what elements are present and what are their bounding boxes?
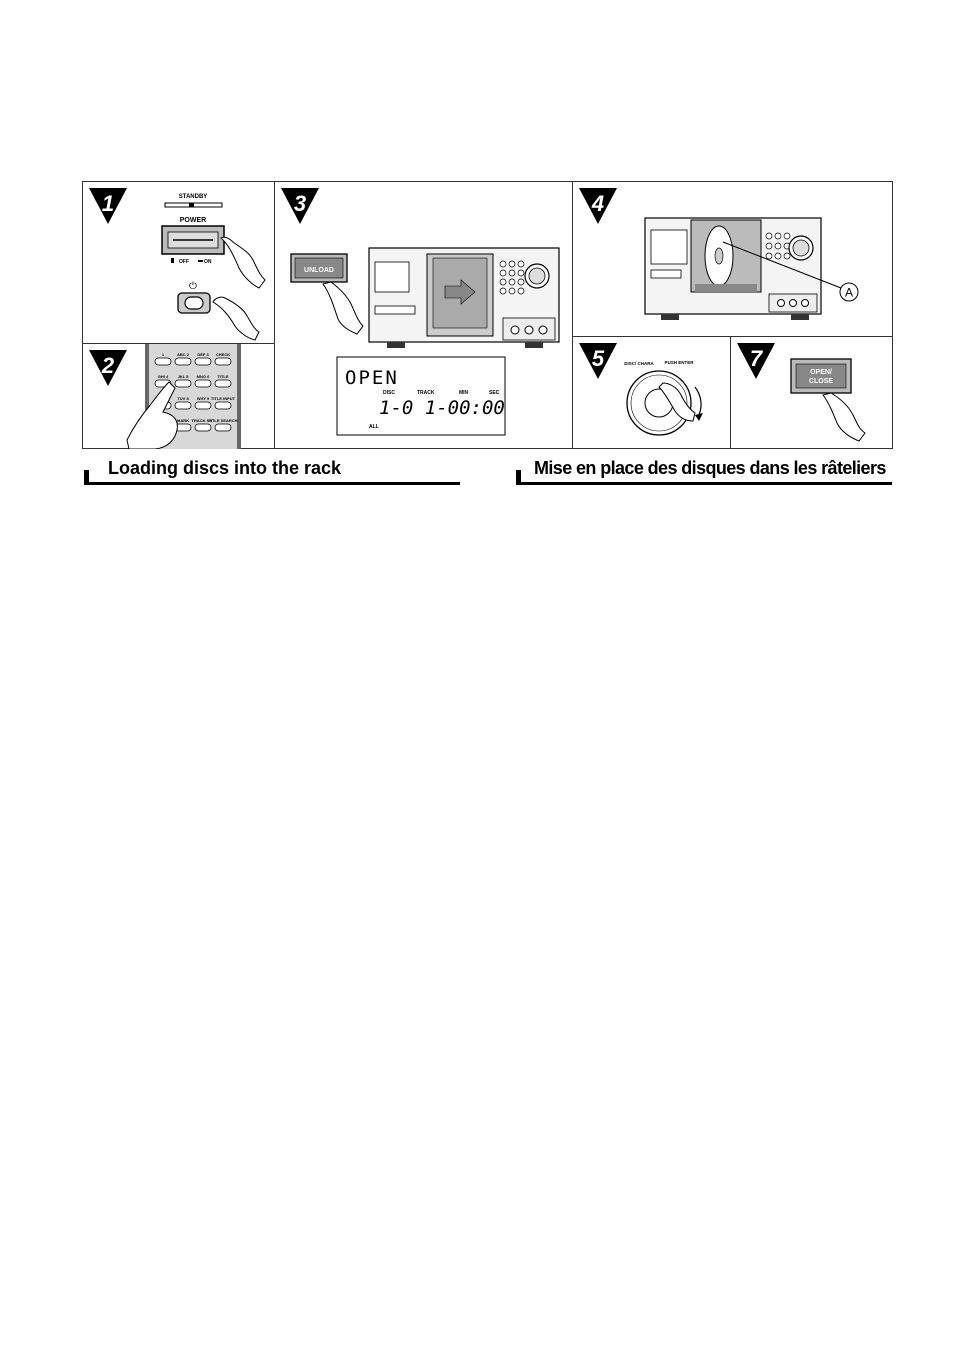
step-2-panel: [83, 344, 275, 449]
remote-key-label: TITLE: [217, 374, 229, 379]
open-close-illustration: [731, 337, 893, 449]
player-button: [518, 288, 524, 294]
french-heading-text: Mise en place des disques dans les râteliers: [534, 458, 886, 478]
player-button: [509, 288, 515, 294]
display-all-label: ALL: [369, 424, 379, 430]
step-number: 4: [591, 191, 605, 216]
unload-illustration: [275, 182, 573, 449]
player-button: [518, 270, 524, 276]
player-button: [766, 253, 772, 259]
on-label: ON: [204, 259, 212, 265]
player-button: [500, 288, 506, 294]
step-number: 2: [101, 353, 115, 378]
player-button: [509, 261, 515, 267]
step-5-panel: [573, 337, 731, 449]
power-illustration: [83, 182, 275, 344]
remote-key-label: MNO 6: [196, 374, 210, 379]
player-button: [775, 243, 781, 249]
remote-key-label: WXY 9: [196, 396, 210, 401]
remote-key-label: GHI 4: [157, 374, 169, 379]
player-button: [784, 253, 790, 259]
step-number: 1: [101, 191, 115, 216]
unload-button-label: UNLOAD: [304, 267, 334, 274]
player-button: [784, 233, 790, 239]
display-label: DISC: [383, 390, 395, 396]
player-button: [500, 270, 506, 276]
display-label: MIN: [459, 390, 469, 396]
remote-key-label: TITLE INPUT: [210, 396, 236, 401]
remote-key-label: CHECK: [215, 352, 231, 357]
step-number: 5: [591, 346, 605, 371]
standby-label: STANDBY: [178, 194, 208, 200]
step-number: 7: [749, 346, 763, 371]
french-section-heading: [516, 456, 894, 486]
power-symbol-icon: ⏻: [189, 281, 197, 292]
player-button: [518, 279, 524, 285]
off-label: OFF: [179, 259, 189, 265]
remote-key-label: JKL 5: [177, 374, 189, 379]
player-button: [509, 279, 515, 285]
display-digits: 1-0 1-00:00: [379, 397, 505, 419]
step-1-panel: [83, 182, 275, 344]
callout-a-label: A: [844, 285, 854, 300]
player-button: [766, 233, 772, 239]
open-close-button-label: OPEN/: [810, 369, 832, 376]
instruction-figure: [82, 181, 893, 449]
player-button: [775, 253, 781, 259]
remote-key-label: TUV 8: [177, 396, 189, 401]
push-enter-label: PUSH ENTER: [664, 360, 694, 365]
player-button: [766, 243, 772, 249]
player-button: [509, 270, 515, 276]
jog-dial-illustration: [573, 337, 731, 449]
player-button: [775, 233, 781, 239]
step-number: 3: [293, 191, 307, 216]
remote-key-label: 1: [161, 352, 165, 357]
remote-key-label: TRACK SET: [191, 418, 215, 423]
english-section-heading: [84, 456, 462, 486]
remote-key-label: TITLE SEARCH: [208, 418, 238, 423]
display-label: SEC: [489, 390, 500, 396]
remote-key-label: MARK: [177, 418, 189, 423]
display-label: TRACK: [417, 390, 435, 396]
player-button: [518, 261, 524, 267]
player-button: [500, 261, 506, 267]
display-open-text: OPEN: [345, 367, 399, 389]
step-4-panel: [573, 182, 893, 337]
english-heading-text: Loading discs into the rack: [108, 458, 342, 478]
remote-key-label: ABC 2: [176, 352, 190, 357]
remote-key-label: DEF 3: [197, 352, 209, 357]
step-7-panel: [731, 337, 893, 449]
disc-chara-label: DISC/ CHARA: [624, 361, 654, 366]
disc-load-illustration: [573, 182, 893, 337]
remote-hand-illustration: [83, 344, 275, 449]
open-close-button-label-line2: CLOSE: [808, 378, 834, 385]
power-label: POWER: [179, 217, 207, 224]
step-3-panel: [275, 182, 573, 449]
player-button: [500, 279, 506, 285]
